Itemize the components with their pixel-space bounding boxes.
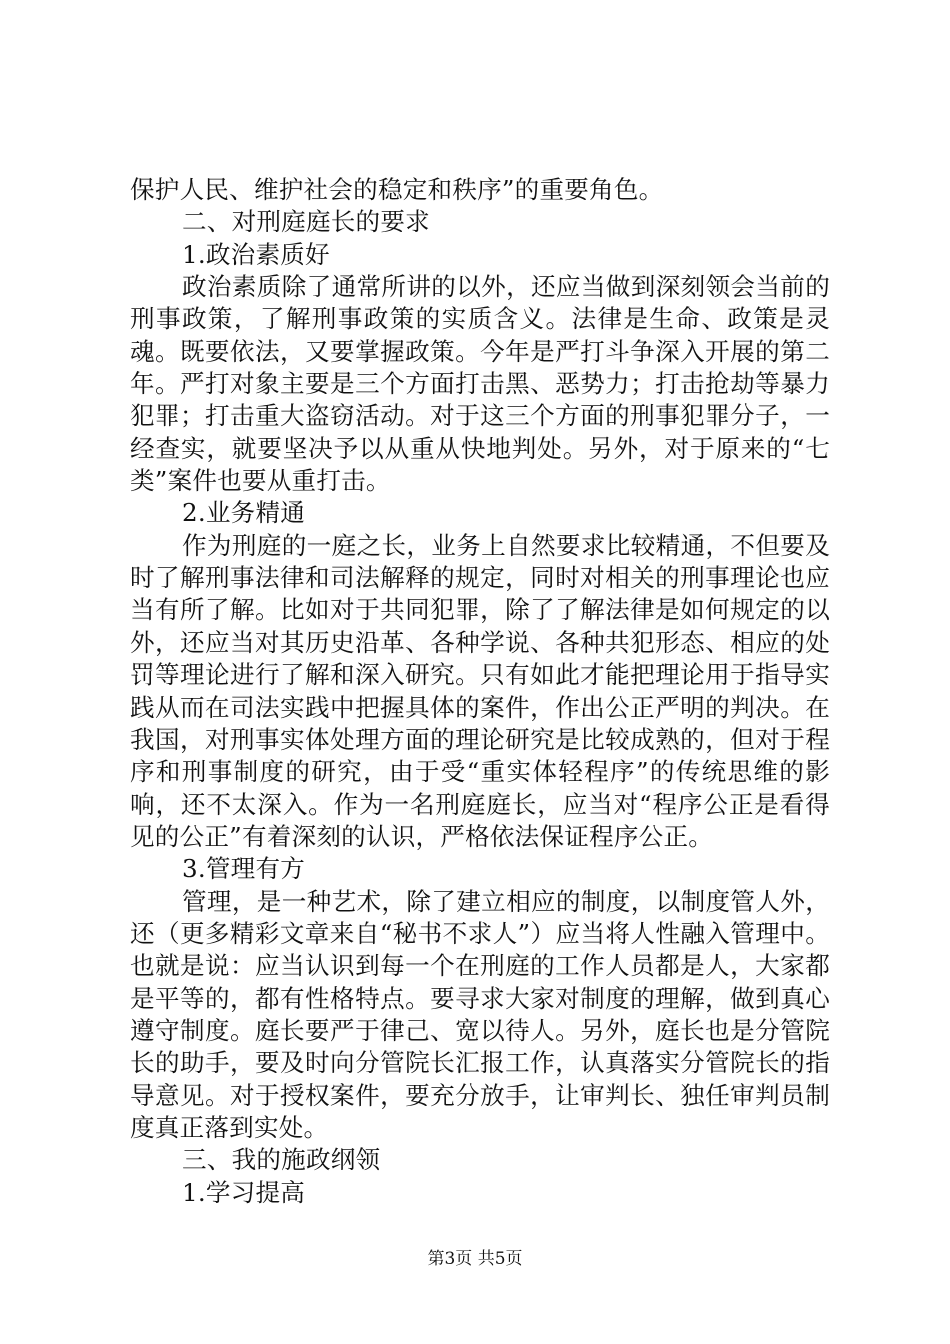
page-number-footer: 第3页 共5页: [427, 1249, 523, 1269]
paragraph-political-quality: 政治素质除了通常所讲的以外，还应当做到深刻领会当前的刑事政策，了解刑事政策的实质含义。法律是生命、政策是灵魂。既要依法，又要掌握政策。今年是严打斗争深入开展的第二年。严打对象主要是三个方面打击黑、恶势力；打击抢劫等暴力犯罪；打击重大盗窃活动。对于这三个方面的刑事犯罪分子，一经查实，就要坚决予以从重从快地判处。另外，对于原来的“七类”案件也要从重打击。: [130, 272, 830, 496]
subheading-management: 3.管理有方: [182, 854, 306, 884]
paragraph-professional-skill: 作为刑庭的一庭之长，业务上自然要求比较精通，不但要及时了解刑事法律和司法解释的规定，同时对相关的刑事理论也应当有所了解。比如对于共同犯罪，除了了解法律是如何规定的以外，还应当对其历史沿革、各种学说、各种共犯形态、相应的处罚等理论进行了解和深入研究。只有如此才能把理论用于指导实践从而在司法实践中把握具体的案件，作出公正严明的判决。在我国，对刑事实体处理方面的理论研究是比较成熟的，但对于程序和刑事制度的研究，由于受“重实体轻程序”的传统思维的影响，还不太深入。作为一名刑庭庭长，应当对“程序公正是看得见的公正”有着深刻的认识，严格依法保证程序公正。: [130, 530, 830, 851]
document-body: [130, 174, 830, 1209]
section-heading-requirements: 二、对刑庭庭长的要求: [182, 207, 430, 237]
subheading-study: 1.学习提高: [182, 1177, 306, 1207]
subheading-political-quality: 1.政治素质好: [182, 239, 330, 269]
paragraph-management: 管理，是一种艺术，除了建立相应的制度，以制度管人外，还（更多精彩文章来自“秘书不求人”）应当将人性融入管理中。也就是说：应当认识到每一个在刑庭的工作人员都是人，大家都是平等的，都有性格特点。要寻求大家对制度的理解，做到真心遵守制度。庭长要严于律己、宽以待人。另外，庭长也是分管院长的助手，要及时向分管院长汇报工作，认真落实分管院长的指导意见。对于授权案件，要充分放手，让审判长、独任审判员制度真正落到实处。: [130, 886, 830, 1142]
subheading-professional-skill: 2.业务精通: [182, 498, 306, 528]
paragraph-continued: 保护人民、维护社会的稳定和秩序”的重要角色。: [130, 175, 664, 204]
section-heading-program: 三、我的施政纲领: [182, 1145, 381, 1175]
